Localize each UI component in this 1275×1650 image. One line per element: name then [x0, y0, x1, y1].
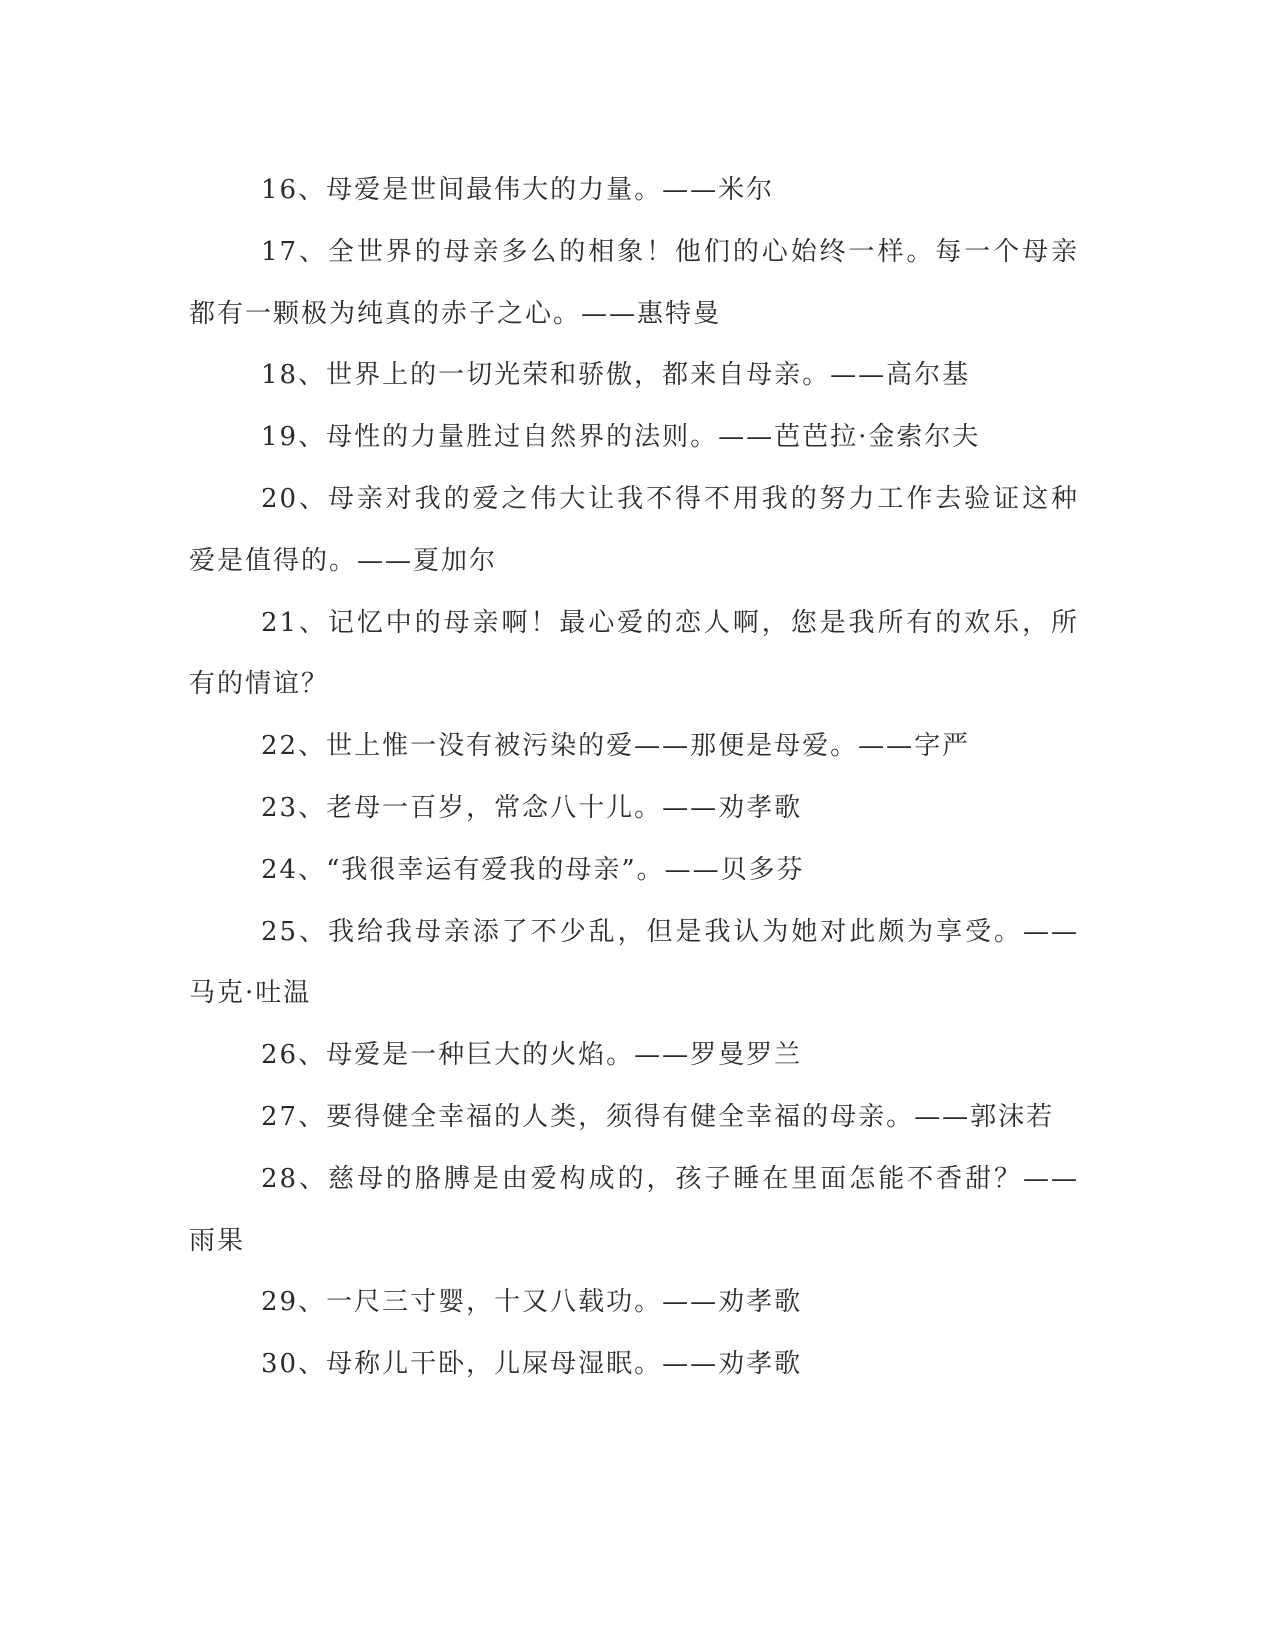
quote-list	[189, 160, 1079, 1396]
quote-paragraph: 21、记忆中的母亲啊！最心爱的恋人啊，您是我所有的欢乐，所有的情谊？	[189, 607, 1079, 700]
quote-paragraph: 30、母称儿干卧，儿屎母湿眠。——劝孝歌	[261, 1349, 803, 1380]
quote-paragraph: 23、老母一百岁，常念八十儿。——劝孝歌	[261, 792, 803, 823]
quote-paragraph: 29、一尺三寸婴，十又八载功。——劝孝歌	[261, 1287, 803, 1318]
quote-paragraph: 18、世界上的一切光荣和骄傲，都来自母亲。——高尔基	[261, 360, 971, 391]
quote-paragraph: 27、要得健全幸福的人类，须得有健全幸福的母亲。——郭沫若	[261, 1101, 1055, 1132]
quote-paragraph: 25、我给我母亲添了不少乱，但是我认为她对此颇为享受。——马克·吐温	[189, 916, 1079, 1009]
quote-paragraph: 17、全世界的母亲多么的相象！他们的心始终一样。每一个母亲都有一颗极为纯真的赤子之心。——惠特曼	[189, 236, 1079, 329]
quote-paragraph: 26、母爱是一种巨大的火焰。——罗曼罗兰	[261, 1040, 803, 1071]
quote-paragraph: 20、母亲对我的爱之伟大让我不得不用我的努力工作去验证这种爱是值得的。——夏加尔	[189, 483, 1079, 576]
quote-paragraph: 19、母性的力量胜过自然界的法则。——芭芭拉·金索尔夫	[261, 422, 981, 453]
quote-paragraph: 16、母爱是世间最伟大的力量。——米尔	[261, 175, 775, 205]
quote-paragraph: 28、慈母的胳膊是由爱构成的，孩子睡在里面怎能不香甜？——雨果	[189, 1163, 1079, 1256]
quote-paragraph: 24、“我很幸运有爱我的母亲”。——贝多芬	[261, 854, 805, 885]
quote-paragraph: 22、世上惟一没有被污染的爱——那便是母爱。——字严	[261, 731, 971, 762]
